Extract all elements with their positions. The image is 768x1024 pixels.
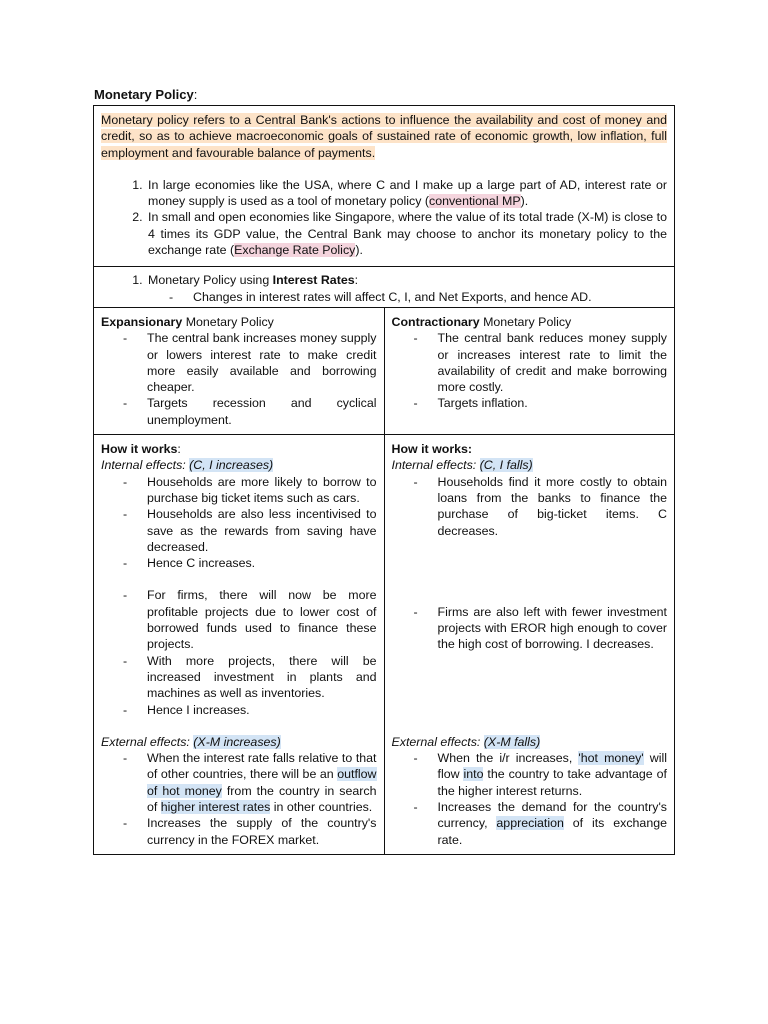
how-it-works-row (94, 435, 674, 854)
i-effects-left (101, 587, 377, 717)
list-item: - For firms, there will now be more profitable projects due to lower cost of borrowed funds used to finance these projects. (101, 587, 377, 652)
c-i-falls-highlight: (C, I falls) (479, 458, 533, 473)
x-m-increases-highlight: (X-M increases) (193, 734, 281, 749)
how-heading-left: How it works: (101, 442, 181, 457)
list-item: - Households find it more costly to obtain loans from the banks to finance the purchase of big-ticket items. C decreases. (392, 474, 668, 539)
notes-table (93, 105, 675, 855)
list-item: - The central bank increases money supply or lowers interest rate to make credit more easily available and borrowing cheaper. (101, 330, 377, 395)
into-highlight: into (463, 767, 484, 782)
interest-rates-section (94, 267, 674, 308)
list-item: - Households are more likely to borrow to purchase big ticket items such as cars. (101, 474, 377, 507)
x-m-falls-highlight: (X-M falls) (483, 734, 541, 749)
list-item: - When the interest rate falls relative to that of other countries, there will be an outflow of hot money from the country in search of higher interest rates in other countries. (101, 750, 377, 815)
external-effects-right: External effects: (X-M falls) (391, 734, 541, 749)
hot-money-highlight: 'hot money' (578, 751, 644, 766)
expansionary-list (101, 330, 377, 428)
intro-section (94, 106, 674, 267)
page-title: Monetary Policy: (94, 87, 198, 102)
list-item: - When the i/r increases, 'hot money' will flow into the country to take advantage of the higher interest returns. (392, 750, 668, 799)
list-item: - Firms are also left with fewer investment projects with EROR high enough to cover the high cost of borrowing. I decreases. (392, 604, 668, 653)
contractionary-cell (385, 308, 675, 434)
expansionary-cell (94, 308, 385, 434)
interest-list (101, 272, 667, 305)
intro-list (101, 177, 667, 258)
external-list-right (392, 750, 668, 848)
external-list-left (101, 750, 377, 848)
c-effects-right (392, 474, 668, 539)
c-i-increases-highlight: (C, I increases) (189, 458, 274, 473)
list-item: - Hence C increases. (101, 555, 377, 571)
exchange-rate-policy-highlight: Exchange Rate Policy (234, 243, 356, 258)
list-item: - With more projects, there will be increased investment in plants and machines as well as inventories. (101, 653, 377, 702)
definition-highlight: Monetary policy refers to a Central Bank's actions to influence the availability and cost of money and credit, so as to achieve macroeconomic goals of sustained rate of economic growth, low inflation, full employment and favourable balance of payments. (101, 113, 667, 160)
how-heading-right: How it works: (391, 442, 473, 457)
list-item: - Increases the demand for the country's currency, appreciation of its exchange rate. (392, 799, 668, 848)
interest-sub-item: - Changes in interest rates will affect C, I, and Net Exports, and hence AD. (101, 289, 667, 305)
intro-point-1: 1. In large economies like the USA, where C and I make up a large part of AD, interest rate or money supply is used as a tool of monetary policy (conventional MP). (146, 177, 667, 210)
higher-interest-rates-highlight: higher interest rates (160, 799, 271, 814)
definition-paragraph (101, 112, 667, 161)
i-effects-right (392, 604, 668, 653)
list-item: - Increases the supply of the country's currency in the FOREX market. (101, 815, 377, 848)
internal-effects-right: Internal effects: (C, I falls) (391, 458, 533, 473)
conventional-mp-highlight: conventional MP (429, 194, 521, 209)
expansionary-heading: Expansionary Monetary Policy (101, 314, 274, 329)
list-item: - Targets inflation. (392, 395, 668, 411)
external-effects-left: External effects: (X-M increases) (101, 734, 281, 749)
intro-point-2: 2. In small and open economies like Singapore, where the value of its total trade (X-M) is close to 4 times its GDP value, the Central Bank may choose to anchor its monetary policy to the exchange rate (Exchange Rate Policy). (146, 209, 667, 258)
list-item: - Households are also less incentivised to save as the rewards from saving have decreased. (101, 506, 377, 555)
policy-types-row (94, 308, 674, 435)
outflow-hot-money-highlight: outflow of hot money (147, 767, 377, 798)
expansionary-how-cell (94, 435, 385, 854)
interest-item: 1. Monetary Policy using Interest Rates: - Changes in interest rates will affect C, I, and Net Exports, and hence AD. (146, 272, 667, 305)
contractionary-list (392, 330, 668, 411)
interest-sublist (101, 289, 667, 305)
contractionary-heading: Contractionary Monetary Policy (391, 314, 572, 329)
list-item: - Hence I increases. (101, 702, 377, 718)
list-item: - The central bank reduces money supply or increases interest rate to limit the availability of credit and make borrowing more costly. (392, 330, 668, 395)
c-effects-left (101, 474, 377, 572)
contractionary-how-cell (385, 435, 675, 854)
list-item: - Targets recession and cyclical unemployment. (101, 395, 377, 428)
internal-effects-left: Internal effects: (C, I increases) (101, 458, 274, 473)
appreciation-highlight: appreciation (496, 816, 564, 831)
